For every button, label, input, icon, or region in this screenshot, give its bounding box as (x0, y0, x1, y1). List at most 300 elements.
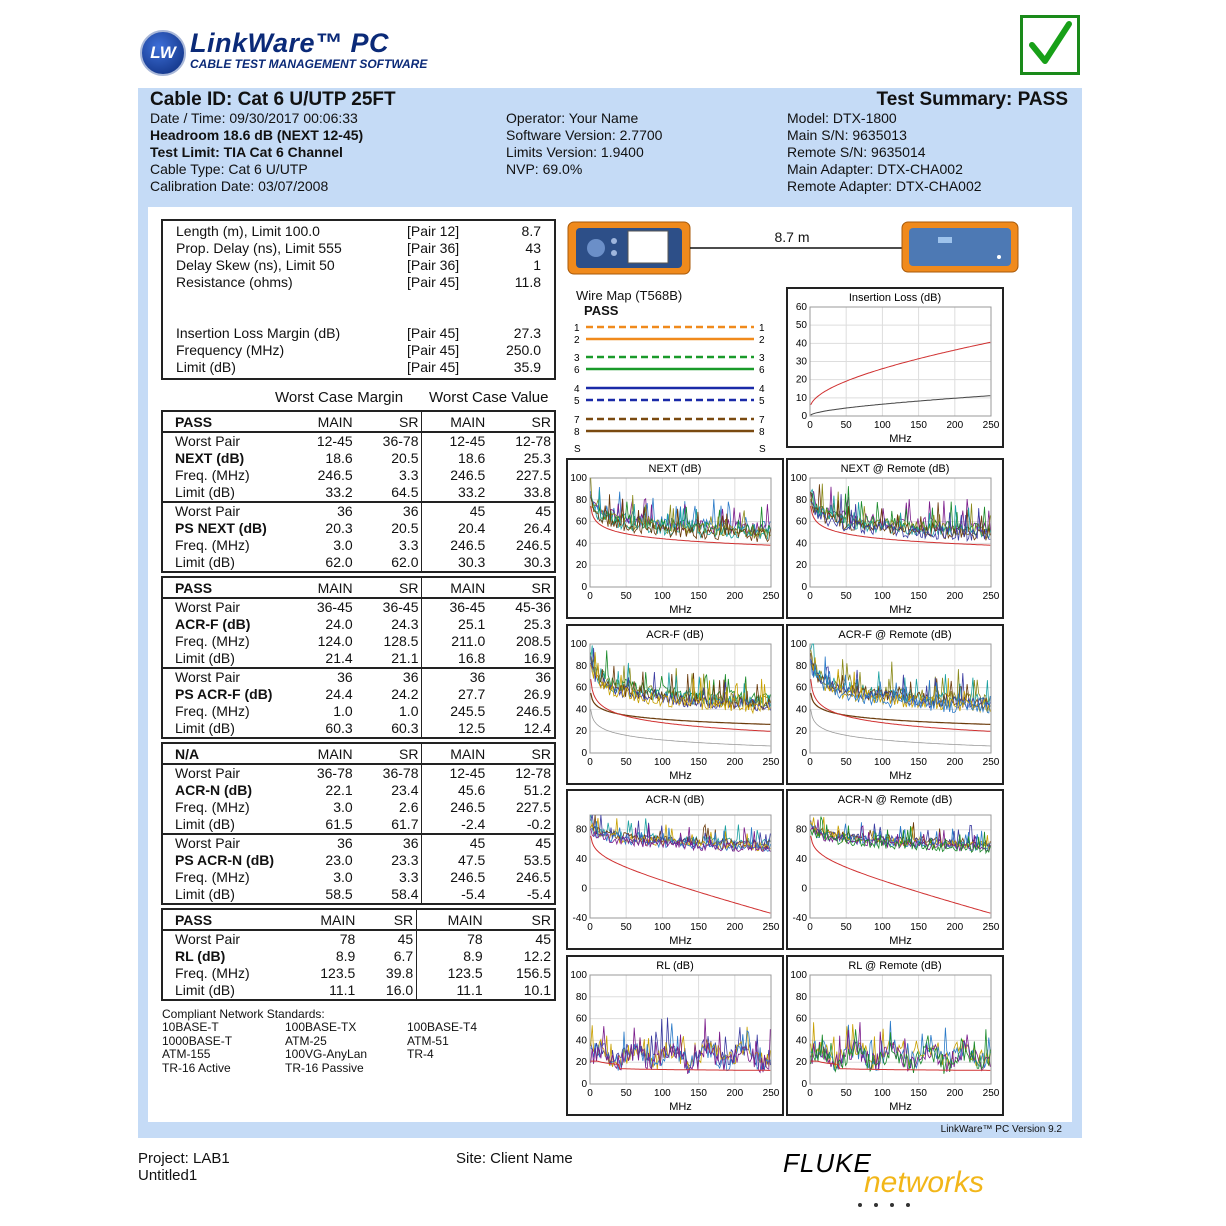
table-cell: 23.0 (325, 852, 353, 868)
standard-item: 10BASE-T (162, 1020, 219, 1034)
table-row (163, 930, 554, 948)
chart-x-label: MHz (669, 770, 692, 782)
table-cell: 18.6 (422, 450, 488, 467)
table-cell: 246.5 (515, 537, 551, 553)
table-cell: 53.5 (523, 852, 551, 868)
table-row (163, 686, 554, 703)
table-row (163, 554, 554, 571)
wiremap-pin-right: 2 (759, 335, 765, 346)
chart-x-tick: 250 (762, 591, 780, 602)
table-cell: 60.3 (325, 720, 353, 736)
chart-x-tick: 100 (874, 922, 891, 933)
table-cell: 61.7 (391, 816, 419, 832)
table-header-row (163, 744, 554, 764)
table-cell: Limit (dB) (175, 816, 235, 832)
table-cell: 25.1 (422, 616, 488, 633)
table-col-header: SR (399, 580, 419, 596)
operator: Operator: Your Name (506, 110, 639, 126)
table-cell: PS ACR-F (dB) (175, 686, 273, 702)
chart-x-label: MHz (669, 935, 692, 947)
table-col-header: MAIN (317, 414, 353, 430)
table-cell: 33.8 (523, 484, 551, 500)
worst-value-header: Worst Case Value (429, 389, 549, 406)
chart-x-tick: 0 (807, 1088, 813, 1099)
chart-x-tick: 150 (690, 922, 707, 933)
table-col-header: MAIN (422, 578, 488, 598)
chart-y-tick: 40 (795, 854, 807, 866)
table-cell: 20.5 (391, 450, 419, 466)
table-cell: 45 (488, 834, 554, 852)
linkware-logo-icon: LW (140, 30, 186, 76)
table-header-row (163, 412, 554, 432)
chart-svg (788, 957, 1002, 1114)
table-cell: 246.5 (422, 537, 488, 554)
chart-x-label: MHz (889, 935, 912, 947)
measurement-table (161, 742, 556, 905)
chart-svg (568, 626, 782, 783)
logo-subtitle: CABLE TEST MANAGEMENT SOFTWARE (190, 57, 428, 71)
table-cell: 246.5 (515, 869, 551, 885)
table-cell: 45 (488, 502, 554, 520)
table-row (163, 764, 554, 782)
chart-x-tick: 50 (620, 591, 632, 602)
chart-x-tick: 50 (840, 591, 852, 602)
chart-y-tick: 60 (795, 516, 807, 528)
table-cell: Freq. (MHz) (175, 537, 250, 553)
project-label: Project: LAB1 (138, 1150, 230, 1167)
table-col-header: SR (399, 414, 419, 430)
summary-cell: [Pair 45] (407, 274, 460, 290)
table-cell: -5.4 (526, 886, 551, 902)
wiremap-pin-right: 8 (759, 427, 765, 438)
wiremap-pin-right: 7 (759, 415, 765, 426)
chart-y-tick: 60 (575, 516, 587, 528)
chart-title: NEXT @ Remote (dB) (840, 463, 950, 475)
chart-x-tick: 100 (654, 757, 671, 768)
summary-cell: 250.0 (505, 342, 541, 358)
table-cell: 26.4 (523, 520, 551, 536)
table-col-header: MAIN (422, 744, 488, 764)
chart-title: ACR-F @ Remote (dB) (838, 629, 952, 641)
chart-x-tick: 200 (946, 757, 964, 768)
chart-x-tick: 150 (910, 922, 927, 933)
table-cell: 36 (356, 834, 422, 852)
chart-y-tick: 20 (575, 1057, 587, 1069)
table-cell: 22.1 (325, 782, 353, 798)
standard-item (407, 1062, 529, 1076)
table-row (163, 948, 554, 965)
header-info-col3 (787, 110, 982, 195)
nvp: NVP: 69.0% (506, 161, 583, 177)
chart-x-tick: 250 (982, 591, 1000, 602)
chart-y-tick: 40 (795, 338, 807, 350)
table-cell: 245.5 (422, 703, 488, 720)
table-cell: 78 (290, 930, 358, 948)
chart-x-tick: 0 (587, 591, 593, 602)
chart-panel (566, 624, 784, 785)
table-header-row (163, 910, 554, 930)
chart-x-tick: 150 (690, 757, 707, 768)
table-cell: 58.4 (391, 886, 419, 902)
chart-x-tick: 150 (910, 420, 927, 431)
wiremap-diagram (566, 318, 776, 458)
chart-title: NEXT (dB) (648, 463, 702, 475)
chart-limit-line-secondary (811, 709, 991, 746)
chart-y-tick: 60 (795, 682, 807, 694)
table-cell: 211.0 (422, 633, 488, 650)
chart-svg (788, 791, 1002, 948)
table-cell: 227.5 (515, 799, 551, 815)
table-cell: 51.2 (523, 782, 551, 798)
table-cell: 124.0 (317, 633, 353, 649)
table-cell: 24.0 (325, 616, 353, 632)
network-standards (162, 1007, 529, 1075)
table-cell: 2.6 (399, 799, 419, 815)
table-row (163, 703, 554, 720)
chart-y-tick: 60 (575, 682, 587, 694)
table-row (163, 616, 554, 633)
table-cell: ACR-N (dB) (175, 782, 252, 798)
table-cell: -0.2 (526, 816, 551, 832)
wiremap-pin-left: 3 (574, 353, 580, 364)
table-row (163, 650, 554, 668)
table-row (163, 633, 554, 650)
chart-y-tick: 40 (575, 538, 587, 550)
table-cell: 246.5 (422, 467, 488, 484)
table-cell: 36 (356, 502, 422, 520)
table-cell: 6.7 (393, 948, 414, 964)
table-row (163, 886, 554, 903)
calibration-date: Calibration Date: 03/07/2008 (150, 178, 329, 194)
summary-cell (407, 291, 473, 308)
table-row (163, 852, 554, 869)
chart-x-tick: 50 (620, 1088, 632, 1099)
table-cell: 3.0 (333, 799, 353, 815)
chart-y-tick: 40 (795, 1035, 807, 1047)
table-cell: 12.2 (523, 948, 551, 964)
chart-x-tick: 250 (762, 757, 780, 768)
chart-x-tick: 150 (690, 591, 707, 602)
chart-y-tick: 80 (795, 991, 807, 1003)
table-cell: 246.5 (317, 467, 353, 483)
summary-cell: Delay Skew (ns), Limit 50 (176, 257, 335, 273)
fluke-dots-icon (855, 1200, 915, 1210)
table-cell: Limit (dB) (175, 982, 235, 998)
wiremap-result: PASS (584, 303, 619, 318)
table-cell: 3.0 (333, 869, 353, 885)
table-cell: ACR-F (dB) (175, 616, 251, 632)
table-cell: 11.1 (417, 982, 486, 999)
table-cell: Freq. (MHz) (175, 869, 250, 885)
chart-panel (566, 458, 784, 619)
chart-y-tick: 40 (575, 1035, 587, 1047)
chart-x-tick: 100 (654, 922, 671, 933)
summary-cell: 11.8 (514, 274, 541, 290)
chart-y-tick: 0 (581, 748, 587, 759)
chart-panel (786, 624, 1004, 785)
standard-item: 100BASE-TX (285, 1020, 357, 1034)
table-cell: 36 (290, 668, 356, 686)
table-cell: 12.4 (523, 720, 551, 736)
table-col-header: SR (393, 912, 414, 928)
chart-y-tick: 0 (581, 1079, 587, 1090)
summary-cell: [Pair 12] (407, 223, 460, 239)
table-cell: RL (dB) (175, 948, 226, 964)
chart-x-tick: 50 (620, 922, 632, 933)
chart-panel (566, 789, 784, 950)
chart-x-tick: 200 (946, 922, 964, 933)
table-cell: 36 (422, 668, 488, 686)
chart-x-tick: 200 (946, 591, 964, 602)
table-cell: Limit (dB) (175, 886, 235, 902)
table-cell: 45 (422, 502, 488, 520)
chart-x-tick: 50 (840, 420, 852, 431)
chart-svg (788, 626, 1002, 783)
chart-x-tick: 250 (982, 757, 1000, 768)
chart-x-tick: 0 (807, 420, 813, 431)
summary-row (176, 308, 541, 325)
chart-y-tick: -40 (572, 913, 587, 924)
table-cell: 36-45 (290, 598, 356, 616)
chart-x-tick: 150 (910, 1088, 927, 1099)
chart-y-tick: 10 (795, 392, 807, 404)
table-cell: 246.5 (422, 869, 488, 886)
wiremap-pin-left: 7 (574, 415, 580, 426)
test-limit: Test Limit: TIA Cat 6 Channel (150, 144, 343, 160)
chart-title: ACR-N @ Remote (dB) (837, 794, 953, 806)
table-cell: 24.2 (391, 686, 419, 702)
chart-x-tick: 100 (654, 591, 671, 602)
remote-adapter: Remote Adapter: DTX-CHA002 (787, 178, 982, 194)
wiremap-shield-right: S (759, 444, 766, 455)
table-row (163, 869, 554, 886)
table-row (163, 598, 554, 616)
table-cell: 12-45 (422, 764, 488, 782)
untitled-label: Untitled1 (138, 1167, 198, 1184)
table-col-header: SR (531, 746, 551, 762)
standard-item: TR-16 Passive (285, 1060, 364, 1075)
chart-y-tick: 20 (575, 560, 587, 572)
version-label: LinkWare™ PC Version 9.2 (940, 1124, 1062, 1135)
wiremap-shield-left: S (574, 444, 581, 455)
chart-x-tick: 250 (762, 1088, 780, 1099)
table-cell: 45 (358, 930, 416, 948)
chart-y-tick: 30 (795, 356, 807, 368)
software-version: Software Version: 2.7700 (506, 127, 663, 143)
table-cell: 62.0 (391, 554, 419, 570)
table-cell: 64.5 (391, 484, 419, 500)
chart-y-tick: 80 (575, 824, 587, 836)
datetime: Date / Time: 09/30/2017 00:06:33 (150, 110, 358, 126)
wiremap-pin-left: 8 (574, 427, 580, 438)
table-cell: 36-78 (290, 764, 356, 782)
table-cell: 20.5 (391, 520, 419, 536)
chart-svg (788, 289, 1002, 446)
chart-y-tick: 20 (795, 374, 807, 386)
table-col-header: MAIN (417, 910, 486, 930)
table-cell: 45-36 (488, 598, 554, 616)
chart-x-tick: 200 (726, 1088, 744, 1099)
chart-y-tick: 60 (795, 1013, 807, 1025)
table-cell: 27.7 (422, 686, 488, 703)
chart-x-tick: 50 (840, 757, 852, 768)
table-cell: 12.5 (422, 720, 488, 737)
table-cell: 21.1 (391, 650, 419, 666)
chart-x-tick: 0 (807, 591, 813, 602)
chart-x-tick: 50 (620, 757, 632, 768)
chart-y-tick: 0 (801, 748, 807, 759)
chart-title: ACR-F (dB) (646, 629, 704, 641)
table-status: PASS (175, 414, 213, 430)
table-cell: 25.3 (523, 616, 551, 632)
wiremap-pin-left: 5 (574, 396, 580, 407)
wiremap-labels (576, 288, 682, 318)
table-cell: Worst Pair (163, 502, 290, 520)
table-cell: Worst Pair (163, 930, 290, 948)
table-status: PASS (175, 580, 213, 596)
table-cell: 3.3 (399, 537, 419, 553)
wiremap-pin-right: 3 (759, 353, 765, 364)
chart-panel (786, 955, 1004, 1116)
chart-x-tick: 200 (726, 922, 744, 933)
chart-panel (786, 458, 1004, 619)
table-status: PASS (175, 912, 213, 928)
table-cell: 246.5 (515, 703, 551, 719)
chart-y-tick: 80 (795, 494, 807, 506)
table-cell: 33.2 (422, 484, 488, 502)
chart-x-tick: 50 (840, 1088, 852, 1099)
measurement-table (161, 576, 556, 739)
limits-version: Limits Version: 1.9400 (506, 144, 644, 160)
summary-row (176, 359, 541, 376)
chart-x-tick: 50 (840, 922, 852, 933)
wiremap-pin-left: 6 (574, 365, 580, 376)
table-cell: 123.5 (417, 965, 486, 982)
table-cell: 1.0 (399, 703, 419, 719)
chart-x-label: MHz (889, 770, 912, 782)
table-row (163, 520, 554, 537)
chart-panel (786, 789, 1004, 950)
chart-x-label: MHz (669, 604, 692, 616)
table-cell: 1.0 (333, 703, 353, 719)
table-col-header: MAIN (422, 412, 488, 432)
main-sn: Main S/N: 9635013 (787, 127, 907, 143)
table-cell: 12-45 (422, 432, 488, 450)
summary-cell: 1 (533, 257, 541, 273)
table-cell: 123.5 (320, 965, 356, 981)
chart-x-label: MHz (889, 1101, 912, 1113)
chart-x-tick: 200 (726, 757, 744, 768)
model: Model: DTX-1800 (787, 110, 897, 126)
table-cell: 36-45 (422, 598, 488, 616)
table-cell: Limit (dB) (175, 484, 235, 500)
chart-y-tick: 60 (575, 1013, 587, 1025)
chart-x-label: MHz (889, 604, 912, 616)
remote-tester-icon (902, 222, 1018, 272)
table-cell: 25.3 (523, 450, 551, 466)
table-cell: 8.9 (417, 948, 486, 965)
main-tester-icon (568, 222, 690, 274)
chart-svg (568, 957, 782, 1114)
chart-x-tick: 0 (587, 757, 593, 768)
chart-x-tick: 150 (910, 591, 927, 602)
summary-row (176, 291, 541, 308)
chart-y-tick: 40 (795, 538, 807, 550)
chart-y-tick: 60 (795, 302, 807, 313)
chart-limit-line-secondary (591, 709, 771, 746)
chart-x-tick: 0 (807, 757, 813, 768)
chart-x-tick: 100 (874, 420, 891, 431)
table-cell: 12-78 (488, 764, 554, 782)
summary-cell: Prop. Delay (ns), Limit 555 (176, 240, 342, 256)
table-cell: -2.4 (422, 816, 488, 834)
standard-item: ATM-155 (162, 1047, 211, 1061)
summary-cell: Frequency (MHz) (176, 342, 285, 358)
table-cell: 11.1 (329, 982, 356, 998)
table-cell: Freq. (MHz) (175, 467, 250, 483)
table-cell: 3.3 (399, 869, 419, 885)
cable-type: Cable Type: Cat 6 U/UTP (150, 161, 308, 177)
table-cell: Worst Pair (163, 834, 290, 852)
summary-row (176, 223, 541, 240)
table-cell: 45.6 (422, 782, 488, 799)
summary-cell (473, 291, 541, 308)
pass-checkmark-icon (1020, 15, 1080, 75)
table-cell: 16.8 (422, 650, 488, 668)
cable-id: Cable ID: Cat 6 U/UTP 25FT (150, 89, 396, 110)
summary-box (161, 219, 556, 380)
worst-margin-header: Worst Case Margin (275, 389, 404, 406)
chart-title: RL @ Remote (dB) (848, 960, 942, 972)
summary-cell: 43 (525, 240, 541, 256)
table-cell: 62.0 (325, 554, 353, 570)
chart-title: ACR-N (dB) (645, 794, 705, 806)
table-row (163, 502, 554, 520)
summary-cell: [Pair 36] (407, 240, 460, 256)
table-row (163, 816, 554, 834)
summary-row (176, 342, 541, 359)
summary-cell (407, 308, 473, 325)
table-row (163, 450, 554, 467)
chart-y-tick: 0 (801, 883, 807, 895)
wiremap-pin-right: 4 (759, 384, 765, 395)
chart-y-tick: 80 (795, 660, 807, 672)
standard-item: TR-4 (407, 1047, 434, 1061)
measurement-table (161, 908, 556, 1001)
summary-cell: Insertion Loss Margin (dB) (176, 325, 341, 341)
table-row (163, 668, 554, 686)
summary-row (176, 240, 541, 257)
chart-y-tick: 100 (570, 639, 587, 650)
chart-measure-line (811, 396, 991, 415)
chart-limit-line (811, 342, 991, 404)
table-row (163, 467, 554, 484)
summary-cell: 35.9 (513, 359, 541, 375)
table-cell: 36-78 (356, 432, 422, 450)
chart-x-label: MHz (889, 433, 912, 445)
table-cell: 78 (417, 930, 486, 948)
table-cell: 24.3 (391, 616, 419, 632)
chart-x-tick: 200 (946, 1088, 964, 1099)
summary-cell: [Pair 45] (407, 325, 460, 341)
chart-x-tick: 200 (726, 591, 744, 602)
table-cell: 39.8 (385, 965, 414, 981)
wiremap-pin-left: 1 (574, 323, 580, 334)
table-row (163, 484, 554, 502)
chart-x-tick: 100 (874, 1088, 891, 1099)
table-cell: PS NEXT (dB) (175, 520, 267, 536)
standards-title: Compliant Network Standards: (162, 1007, 325, 1021)
